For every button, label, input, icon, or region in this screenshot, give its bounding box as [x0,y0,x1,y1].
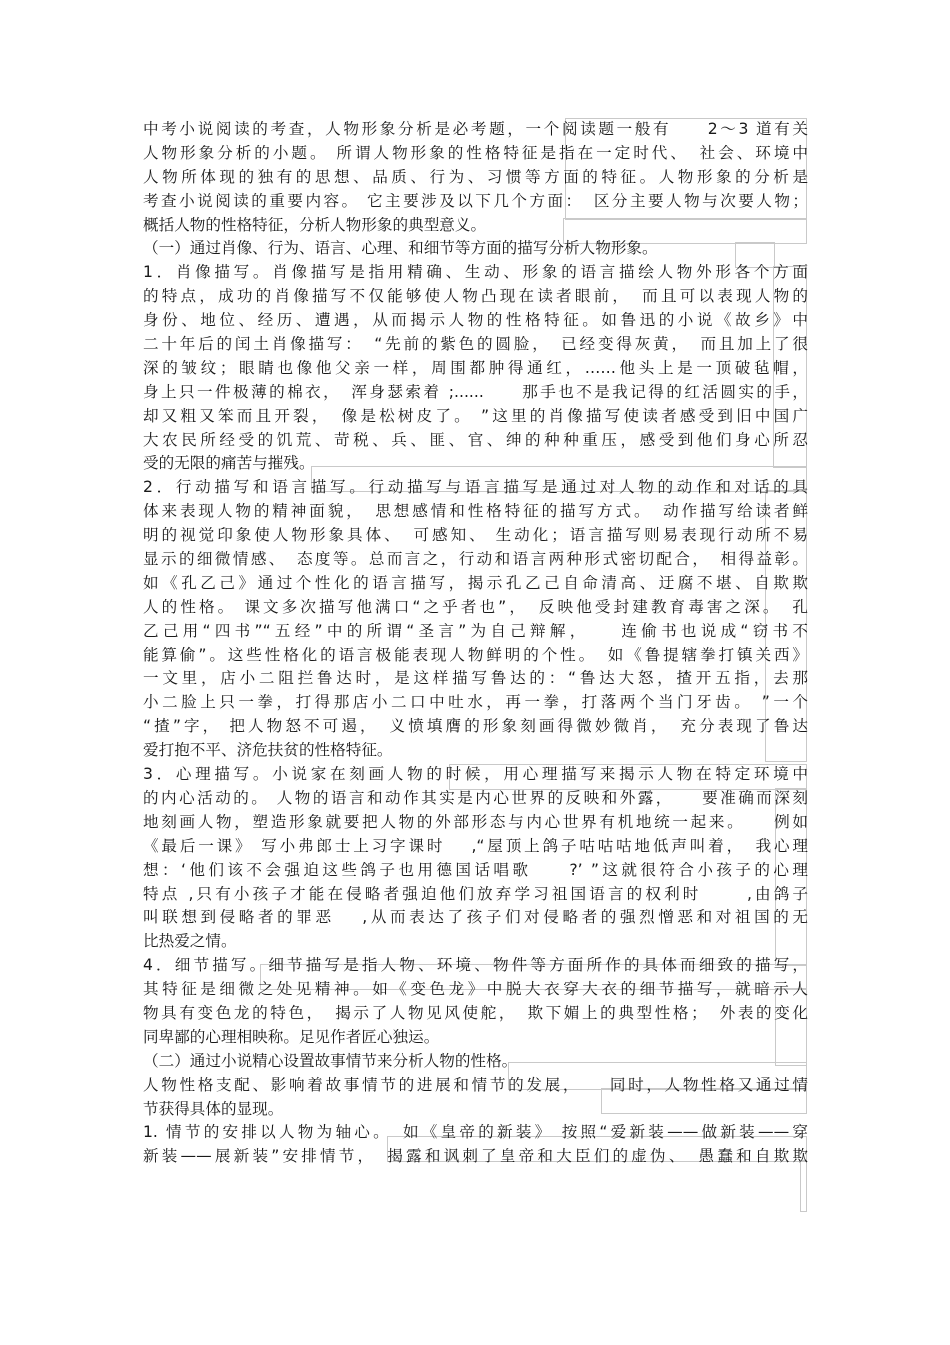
text-line: 地刻画人物，塑造形象就要把人物的外部形态与内心世界有机地统一起来。 例如 [143,812,808,831]
text-line: “揸”字， 把人物怒不可遏， 义愤填膺的形象刻画得微妙微肖， 充分表现了鲁达 [143,717,808,736]
text-line: 人物所体现的独有的思想、品质、行为、习惯等方面的特征。人物形象的分析是 [143,167,808,186]
section-heading: （二）通过小说精心设置故事情节来分析人物的性格。 [143,1051,518,1070]
text-line: 身份、地位、经历、遭遇，从而揭示人物的性格特征。如鲁迅的小说《故乡》中 [143,311,808,330]
text-line: 的特点，成功的肖像描写不仅能够使人物凸现在读者眼前， 而且可以表现人物的 [143,287,808,306]
text-line: 物具有变色龙的特色， 揭示了人物见风使舵， 欺下媚上的典型性格； 外表的变化 [143,1003,808,1022]
text-line: 叫联想到侵略者的罪恶 ,从而表达了孩子们对侵略者的强烈憎恶和对祖国的无 [143,908,808,927]
text-line: 明的视觉印象使人物形象具体、 可感知、 生动化；语言描写则易表现行动所不易 [143,526,808,545]
text-line: 小二脸上只一拳，打得那店小二口中吐水，再一拳，打落两个当门牙齿。 ”一个 [143,693,808,712]
text-line: 概括人物的性格特征，分析人物形象的典型意义。 [143,215,487,234]
text-line: 考查小说阅读的重要内容。 它主要涉及以下几个方面： 区分主要人物与次要人物； [143,191,808,210]
text-line: 能算偷”。这些性格化的语言极能表现人物鲜明的个性。 如《鲁提辖拳打镇关西》 [143,645,808,664]
text-line: 一文里，店小二阻拦鲁达时，是这样描写鲁达的：“鲁达大怒，揸开五指，去那 [143,669,808,688]
text-line: 节获得具体的显现。 [143,1099,284,1118]
text-line: 显示的细微情感、 态度等。总而言之，行动和语言两种形式密切配合， 相得益彰。 [143,550,808,569]
text-line: 1．肖像描写。肖像描写是指用精确、生动、形象的语言描绘人物外形各个方面 [143,263,808,282]
text-line: 二十年后的闰土肖像描写： “先前的紫色的圆脸， 已经变得灰黄， 而且加上了很 [143,335,808,354]
text-line: 如《孔乙己》通过个性化的语言描写，揭示孔乙己自命清高、迂腐不堪、自欺欺 [143,573,808,592]
section-heading: （一）通过肖像、行为、语言、心理、和细节等方面的描写分析人物形象。 [143,239,658,258]
text-line: 4．细节描写。细节描写是指人物、环境、物件等方面所作的具体而细致的描写， [143,956,808,975]
text-line: 体来表现人物的精神面貌， 思想感情和性格特征的描写方式。 动作描写给读者鲜 [143,502,808,521]
text-line: 2．行动描写和语言描写。行动描写与语言描写是通过对人物的动作和对话的具 [143,478,808,497]
text-line: 《最后一课》 写小弗郎士上习字课时 ,“屋顶上鸽子咕咕咕地低声叫着， 我心理 [143,836,808,855]
text-line: 人的性格。 课文多次描写他满口“之乎者也”， 反映他受封建教育毒害之深。 孔 [143,597,808,616]
text-line: 乙己用“四书”“五经”中的所谓“圣言”为自己辩解， 连偷书也说成“窃书不 [143,621,808,640]
text-line: 大农民所经受的饥荒、苛税、兵、匪、官、绅的种种重压，感受到他们身心所忍 [143,430,808,449]
text-line: 比热爱之情。 [143,932,237,951]
document-body [143,118,808,1169]
text-line: 受的无限的痛苦与摧残。 [143,454,315,473]
text-line: 却又粗又笨而且开裂， 像是松树皮了。 ”这里的肖像描写使读者感受到旧中国广 [143,406,808,425]
text-line: 爱打抱不平、济危扶贫的性格特征。 [143,741,393,760]
text-line: 想：‘他们该不会强迫这些鸽子也用德国话唱歌 ?’ ”这就很符合小孩子的心理 [143,860,808,879]
text-line: 身上只一件极薄的棉衣， 浑身瑟索着 ;...... 那手也不是我记得的红活圆实的手， [143,382,808,401]
text-line: 深的皱纹；眼睛也像他父亲一样，周围都肿得通红，……他头上是一顶破毡帽， [143,358,808,377]
text-line: 其特征是细微之处见精神。如《变色龙》中脱大衣穿大衣的细节描写，就暗示人 [143,980,808,999]
text-line: 的内心活动的。 人物的语言和动作其实是内心世界的反映和外露， 要准确而深刻 [143,788,808,807]
text-line: 1. 情节的安排以人物为轴心。 如《皇帝的新装》 按照“爱新装——做新装——穿 [143,1123,808,1142]
text-line: 特点 ,只有小孩子才能在侵略者强迫他们放弃学习祖国语言的权利时 ,由鸽子 [143,884,808,903]
text-line: 人物性格支配、影响着故事情节的进展和情节的发展， 同时，人物性格又通过情 [143,1075,808,1094]
text-line: 人物形象分析的小题。 所谓人物形象的性格特征是指在一定时代、 社会、环境中 [143,143,808,162]
text-line: 同卑鄙的心理相映称。足见作者匠心独运。 [143,1027,440,1046]
text-line: 3．心理描写。小说家在刻画人物的时候，用心理描写来揭示人物在特定环境中 [143,765,808,784]
text-line: 新装——展新装”安排情节， 揭露和讽刺了皇帝和大臣们的虚伪、 愚蠢和自欺欺 [143,1147,808,1166]
text-line: 中考小说阅读的考查，人物形象分析是必考题，一个阅读题一般有 2～3 道有关 [143,120,808,138]
